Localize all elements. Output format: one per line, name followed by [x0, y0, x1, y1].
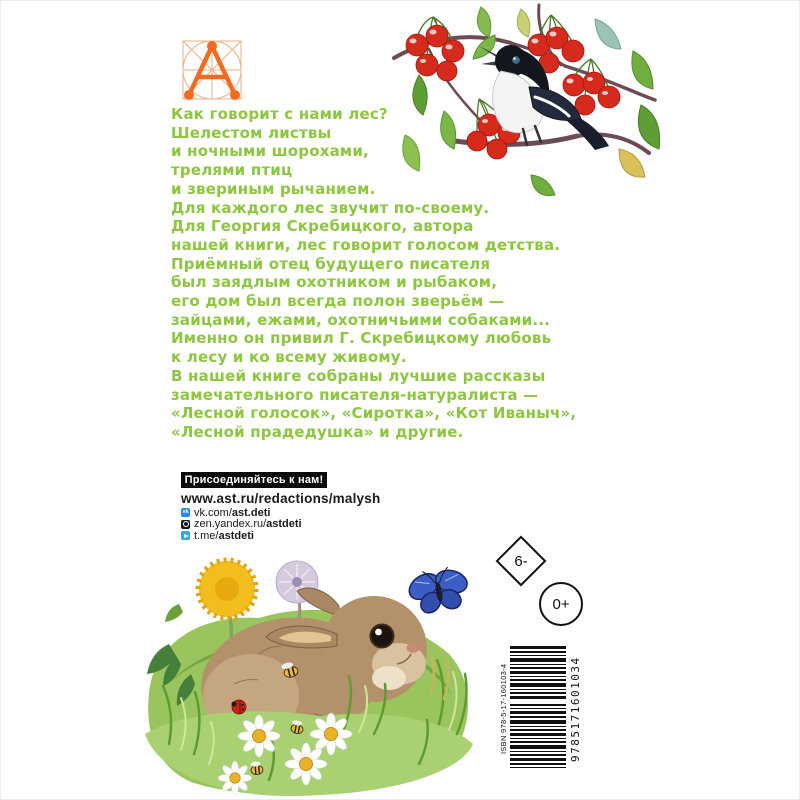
social-link-label: t.me/astdeti [194, 529, 254, 542]
age-badge-diamond-label: 6- [514, 552, 528, 570]
social-link-zen [181, 520, 302, 530]
annotation-line: его дом был всегда полон зверьём — [171, 292, 505, 311]
social-link-telegram [181, 531, 302, 541]
ladybug-icon [232, 700, 247, 714]
annotation-line: и ночными шорохами, [171, 142, 369, 161]
annotation-line: зайцами, ежами, охотничьими собаками... [171, 310, 551, 329]
barcode-bars [510, 646, 566, 769]
publisher-site-url: www.ast.ru/redactions/malysh [181, 491, 381, 506]
annotation-line: Приёмный отец будущего писателя [171, 254, 491, 273]
annotation-line: Шелестом листвы [171, 123, 332, 142]
annotation-line: нашей книги, лес говорит голосом детства. [171, 235, 561, 254]
rabbit-in-grass-illustration [139, 544, 483, 800]
age-badge-diamond [497, 537, 545, 585]
annotation-line: к лесу и ко всему живому. [171, 348, 407, 367]
vk-icon: vk [181, 508, 190, 517]
annotation-line: Как говорит с нами лес? [171, 105, 388, 123]
social-link-label: vk.com/ast.deti [194, 506, 271, 519]
annotation-line: Для каждого лес звучит по-своему. [171, 198, 490, 217]
age-badge-circle-label: 0+ [552, 595, 570, 613]
isbn-label: ISBN 978-5-17-160103-4 [499, 663, 508, 755]
social-link-label: zen.yandex.ru/astdeti [194, 518, 302, 531]
join-us-banner: Присоединяйтесь к нам! [181, 472, 327, 488]
annotation-line: В нашей книге собраны лучшие рассказы [171, 366, 546, 385]
zen-icon [181, 520, 190, 529]
annotation-line: был заядлым охотником и рыбаком, [171, 273, 498, 292]
isbn-barcode [499, 646, 582, 772]
annotation-line: «Лесной голосок», «Сиротка», «Кот Иваныч», [171, 404, 577, 423]
butterfly-icon [402, 562, 476, 620]
annotation-line: замечательного писателя-натуралиста — [171, 385, 539, 404]
annotation-text [171, 105, 601, 442]
annotation-line: трелями птиц [171, 161, 293, 180]
age-badge-circle [539, 582, 583, 626]
annotation-line: и звериным рычанием. [171, 179, 376, 198]
annotation-line: Именно он привил Г. Скребицкому любовь [171, 329, 552, 348]
telegram-icon [181, 531, 190, 540]
annotation-line: Для Георгия Скребицкого, автора [171, 217, 474, 236]
ean-digits: 9785171601034 [569, 656, 582, 762]
ast-logo [177, 37, 247, 103]
social-links [181, 508, 302, 541]
social-link-vk [181, 508, 302, 518]
annotation-line: «Лесной прадедушка» и другие. [171, 422, 464, 441]
